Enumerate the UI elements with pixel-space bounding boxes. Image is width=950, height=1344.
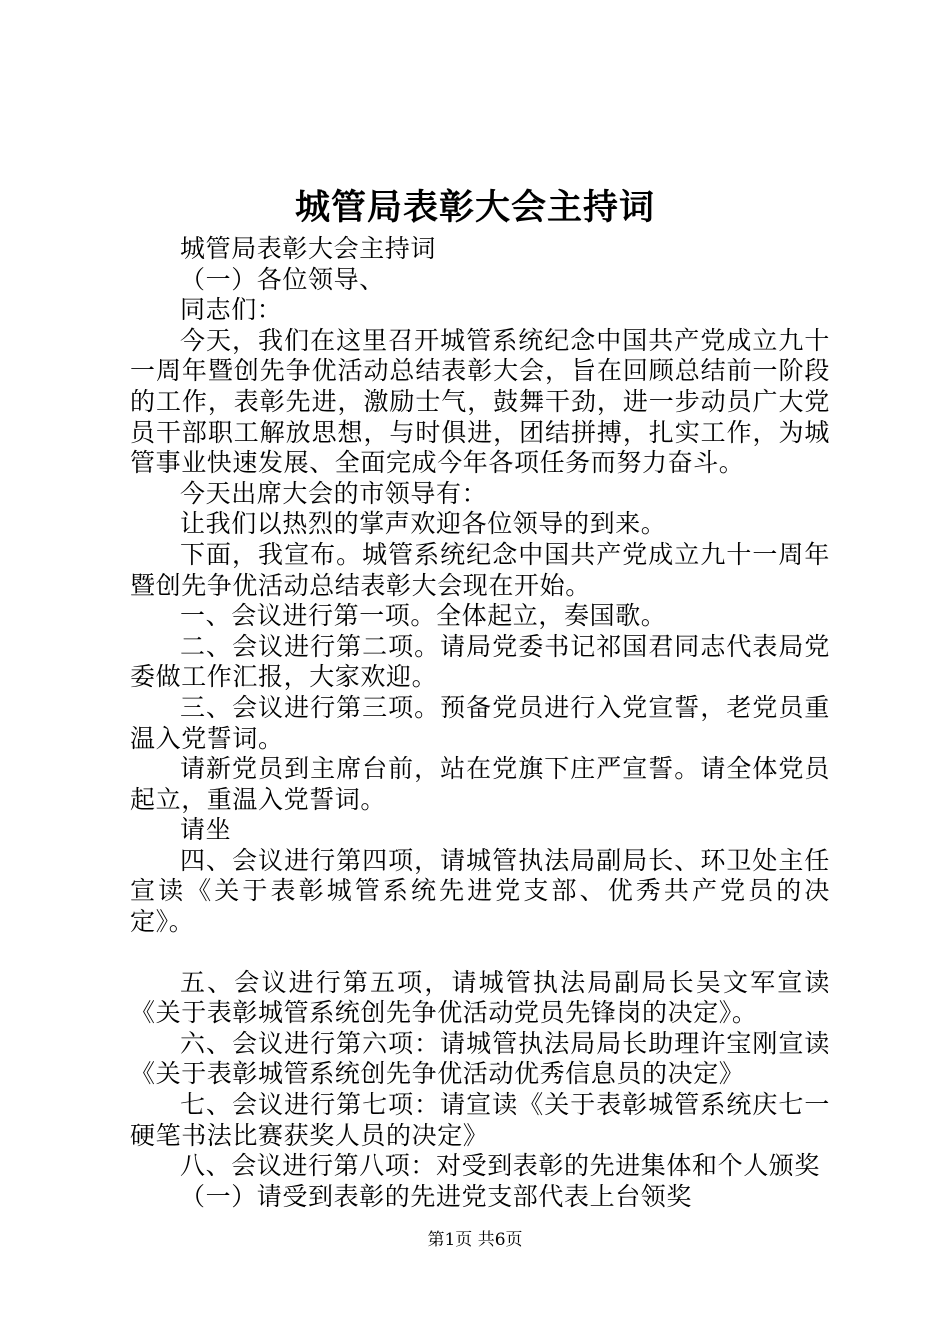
paragraph: 让我们以热烈的掌声欢迎各位领导的到来。 — [180, 509, 667, 539]
paragraph: （一）各位领导、 — [180, 264, 385, 294]
paragraph: 五、会议进行第五项，请城管执法局副局长吴文军宣读《关于表彰城管系统创先争优活动党员先锋岗的决定》。 — [130, 967, 830, 1028]
paragraph: 今天，我们在这里召开城管系统纪念中国共产党成立九十一周年暨创先争优活动总结表彰大会，旨在回顾总结前一阶段的工作，表彰先进，激励士气，鼓舞干劲，进一步动员广大党员干部职工解放思想，与时俱进，团结拼搏，扎实工作，为城管事业快速发展、全面完成今年各项任务而努力奋斗。 — [130, 325, 830, 478]
paragraph: 二、会议进行第二项。请局党委书记祁国君同志代表局党委做工作汇报，大家欢迎。 — [130, 631, 830, 692]
document-body — [130, 234, 830, 1212]
paragraph: 六、会议进行第六项：请城管执法局局长助理许宝刚宣读《关于表彰城管系统创先争优活动优秀信息员的决定》 — [130, 1028, 830, 1089]
paragraph: （一）请受到表彰的先进党支部代表上台领奖 — [180, 1181, 693, 1211]
paragraph: 七、会议进行第七项：请宣读《关于表彰城管系统庆七一硬笔书法比赛获奖人员的决定》 — [130, 1090, 830, 1150]
paragraph: 四、会议进行第四项，请城管执法局副局长、环卫处主任宣读《关于表彰城管系统先进党支部、优秀共产党员的决定》。 — [130, 845, 830, 937]
document-title: 城管局表彰大会主持词 — [294, 187, 655, 228]
paragraph: 一、会议进行第一项。全体起立，奏国歌。 — [180, 601, 667, 631]
paragraph: 三、会议进行第三项。预备党员进行入党宣誓，老党员重温入党誓词。 — [130, 692, 830, 753]
paragraph: 今天出席大会的市领导有： — [180, 478, 488, 508]
paragraph: 八、会议进行第八项：对受到表彰的先进集体和个人颁奖 — [180, 1151, 821, 1181]
paragraph: 下面，我宣布。城管系统纪念中国共产党成立九十一周年暨创先争优活动总结表彰大会现在开始。 — [130, 539, 830, 600]
paragraph: 同志们： — [180, 295, 283, 325]
paragraph: 城管局表彰大会主持词 — [180, 234, 437, 263]
paragraph: 请坐 — [180, 815, 232, 845]
page-number: 第1页 共6页 — [427, 1230, 523, 1250]
paragraph: 请新党员到主席台前，站在党旗下庄严宣誓。请全体党员起立，重温入党誓词。 — [130, 754, 830, 814]
